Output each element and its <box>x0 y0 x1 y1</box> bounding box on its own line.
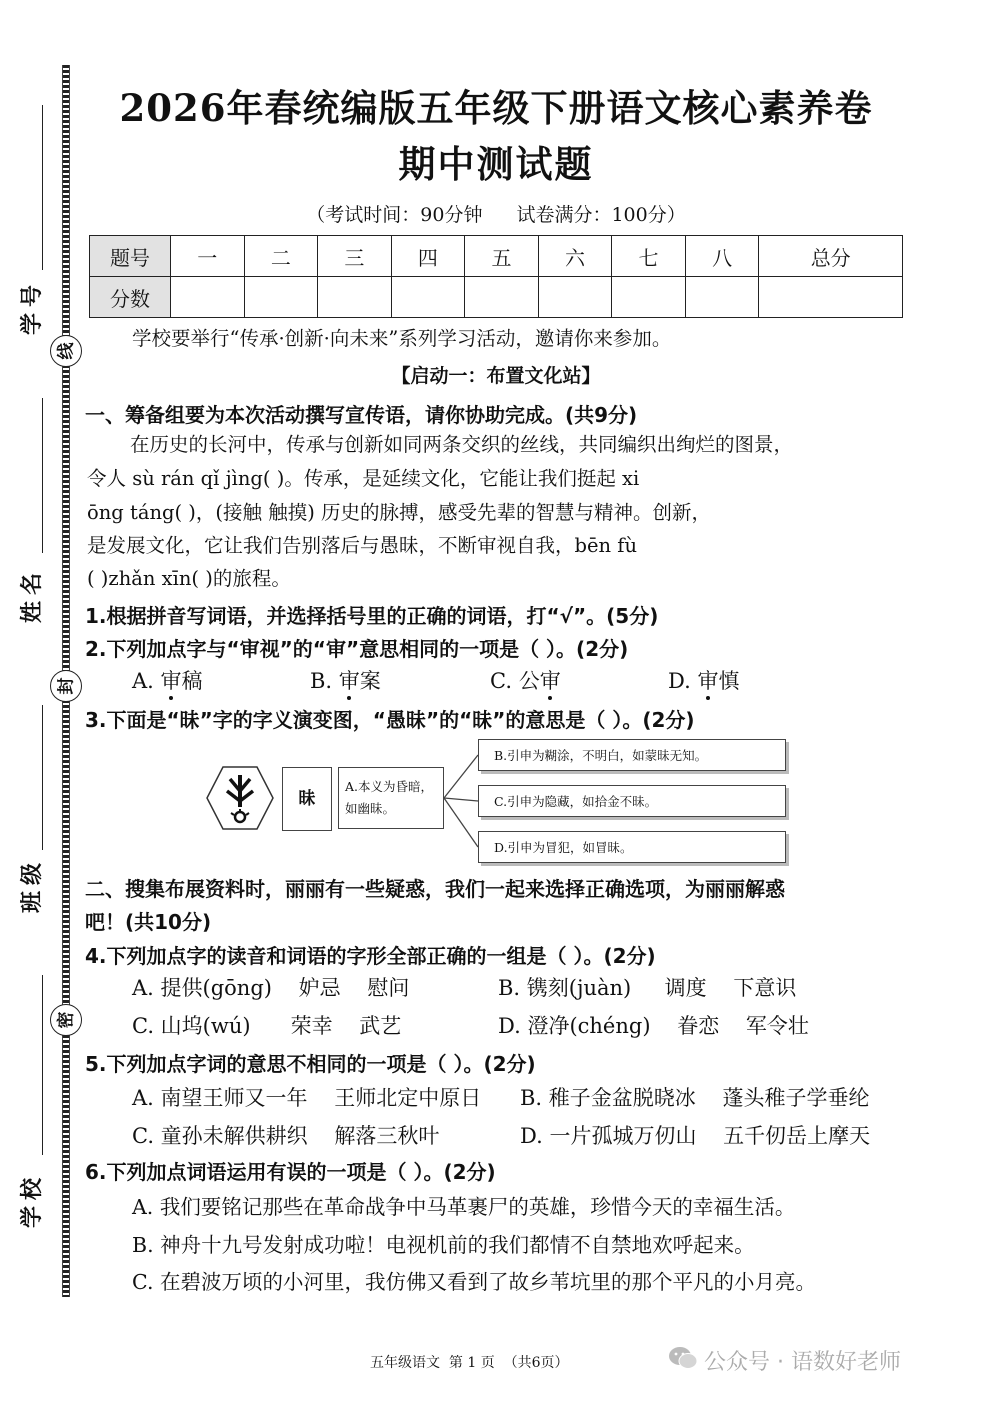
intro-text: 学校要举行“传承·创新·向未来”系列学习活动，邀请你来参加。 <box>132 327 672 350</box>
dotted-char: 审 <box>540 665 561 695</box>
page-subtitle: 期中测试题 <box>398 142 594 186</box>
seal-line: 线 <box>50 335 82 367</box>
score-cell[interactable] <box>318 277 392 318</box>
passage-line: 令人 sù rán qǐ jìng( )。传承，是延续文化，它能让我们挺起 xi <box>87 467 640 490</box>
score-header-cell: 二 <box>244 236 318 277</box>
question-4: 4.下列加点字的读音和词语的字形全部正确的一组是（ ）。(2分) <box>85 944 656 968</box>
dotted-char: 审 <box>339 665 360 695</box>
part2-heading: 二、搜集布展资料时，丽丽有一些疑惑，我们一起来选择正确选项，为丽丽解惑 <box>85 877 785 901</box>
question-2: 2.下列加点字与“审视”的“审”意思相同的一项是（ ）。(2分) <box>85 637 629 661</box>
meaning-a-line: A.本义为昏暗， <box>345 779 434 794</box>
name-line <box>42 398 43 553</box>
class-line <box>42 705 43 850</box>
q6-option-b[interactable]: B. 神舟十九号发射成功啦！电视机前的我们都情不自禁地欢呼起来。 <box>132 1233 755 1257</box>
option-text: 公 <box>518 669 540 693</box>
q4-option-c[interactable]: C. 山坞(wú) 荣幸 武艺 <box>132 1014 402 1038</box>
q5-option-d[interactable]: D. 一片孤城万仞山 五千仞岳上摩天 <box>520 1124 871 1148</box>
part2-heading-cont: 吧！(共10分) <box>85 910 212 934</box>
part1-heading: 一、筹备组要为本次活动撰写宣传语，请你协助完成。(共9分) <box>85 403 638 427</box>
question-1: 1.根据拼音写词语，并选择括号里的正确的词语，打“√”。(5分) <box>85 604 659 628</box>
wechat-icon <box>668 1345 698 1371</box>
school-label: 校 学 <box>20 1178 45 1229</box>
score-table <box>89 235 903 318</box>
full-score: 试卷满分：100分） <box>516 204 686 226</box>
score-header-cell: 五 <box>465 236 539 277</box>
score-cell[interactable] <box>244 277 318 318</box>
option-letter: B. <box>310 669 333 693</box>
student-id-label: 号 学 <box>20 285 45 336</box>
meaning-a-box <box>338 767 444 829</box>
question-6: 6.下列加点词语运用有误的一项是（ ）。(2分) <box>85 1160 496 1184</box>
passage-line: 是发展文化，它让我们告别落后与愚昧，不断审视自我，bēn fù <box>87 534 638 557</box>
student-id-line <box>42 105 43 270</box>
score-cell[interactable] <box>538 277 612 318</box>
score-cell[interactable] <box>685 277 759 318</box>
q6-option-a[interactable]: A. 我们要铭记那些在革命战争中马革裹尸的英雄，珍惜今天的幸福生活。 <box>132 1195 796 1219</box>
option-letter: A. <box>132 669 154 693</box>
q4-option-d[interactable]: D. 澄净(chéng) 眷恋 军令壮 <box>498 1014 809 1038</box>
seal-secret: 密 <box>50 1004 82 1036</box>
page-title: 2026年春统编版五年级下册语文核心素养卷 <box>119 86 873 130</box>
page-footer: 五年级语文 第 1 页 （共6页） <box>370 1355 569 1371</box>
seal-seal: 封 <box>50 670 82 702</box>
q5-option-c[interactable]: C. 童孙未解供耕织 解落三秋叶 <box>132 1124 440 1148</box>
passage-line: 在历史的长河中，传承与创新如同两条交织的丝线，共同编织出绚烂的图景， <box>130 433 794 456</box>
q2-option-a[interactable] <box>132 665 203 695</box>
option-text: 案 <box>359 669 381 693</box>
exam-time: （考试时间：90分钟 <box>306 204 483 226</box>
score-cell[interactable] <box>759 277 903 318</box>
meaning-d-box: D.引申为冒犯，如冒昧。 <box>478 831 786 863</box>
q5-option-b[interactable]: B. 稚子金盆脱晓冰 蓬头稚子学垂纶 <box>520 1086 870 1110</box>
score-cell[interactable] <box>465 277 539 318</box>
dotted-char: 审 <box>161 665 182 695</box>
score-row-label: 分数 <box>90 277 171 318</box>
score-header-cell: 一 <box>171 236 245 277</box>
score-header-cell: 三 <box>318 236 392 277</box>
q2-option-d[interactable] <box>668 665 739 695</box>
q4-option-a[interactable]: A. 提供(gōng) 妒忌 慰问 <box>132 976 410 1000</box>
school-line <box>42 975 43 1155</box>
score-header-cell: 七 <box>612 236 686 277</box>
q2-option-c[interactable] <box>490 665 561 695</box>
oracle-glyph-icon <box>205 763 275 833</box>
connector-lines <box>444 735 480 865</box>
class-label: 级 班 <box>20 863 45 914</box>
name-label: 名 姓 <box>20 573 45 624</box>
meaning-a-line: 如幽昧。 <box>345 801 396 816</box>
character-evolution-diagram <box>205 735 790 865</box>
character-box: 昧 <box>282 767 332 831</box>
meaning-b-box: B.引申为糊涂，不明白，如蒙昧无知。 <box>478 739 786 771</box>
q5-option-a[interactable]: A. 南望王师又一年 王师北定中原日 <box>132 1086 482 1110</box>
option-text: 慎 <box>718 669 740 693</box>
dotted-char: 审 <box>697 665 718 695</box>
passage-line: ōng táng( )，(接触 触摸) 历史的脉搏，感受先辈的智慧与精神。创新， <box>87 501 712 524</box>
score-cell[interactable] <box>612 277 686 318</box>
passage-line: ( )zhǎn xīn( )的旅程。 <box>87 567 291 590</box>
q6-option-c[interactable]: C. 在碧波万顷的小河里，我仿佛又看到了故乡苇坑里的那个平凡的小月亮。 <box>132 1270 816 1294</box>
question-3: 3.下面是“昧”字的字义演变图，“愚昧”的“昧”的意思是（ ）。(2分) <box>85 708 695 732</box>
option-text: 稿 <box>181 669 203 693</box>
score-header-cell: 四 <box>391 236 465 277</box>
score-cell[interactable] <box>391 277 465 318</box>
score-header-cell: 总分 <box>759 236 903 277</box>
score-header-cell: 题号 <box>90 236 171 277</box>
section-title: 【启动一：布置文化站】 <box>391 365 601 387</box>
score-header-cell: 八 <box>685 236 759 277</box>
score-cell[interactable] <box>171 277 245 318</box>
q2-option-b[interactable] <box>310 665 381 695</box>
exam-info <box>90 200 902 227</box>
q4-option-b[interactable]: B. 镌刻(juàn) 调度 下意识 <box>498 976 797 1000</box>
option-letter: C. <box>490 669 512 693</box>
score-table-score-row <box>90 277 903 318</box>
score-table-header-row <box>90 236 903 277</box>
option-letter: D. <box>668 669 691 693</box>
meaning-c-box: C.引申为隐藏，如拾金不昧。 <box>478 785 786 817</box>
score-header-cell: 六 <box>538 236 612 277</box>
question-5: 5.下列加点字词的意思不相同的一项是（ ）。(2分) <box>85 1052 536 1076</box>
watermark-text: 公众号 · 语数好老师 <box>704 1350 901 1375</box>
